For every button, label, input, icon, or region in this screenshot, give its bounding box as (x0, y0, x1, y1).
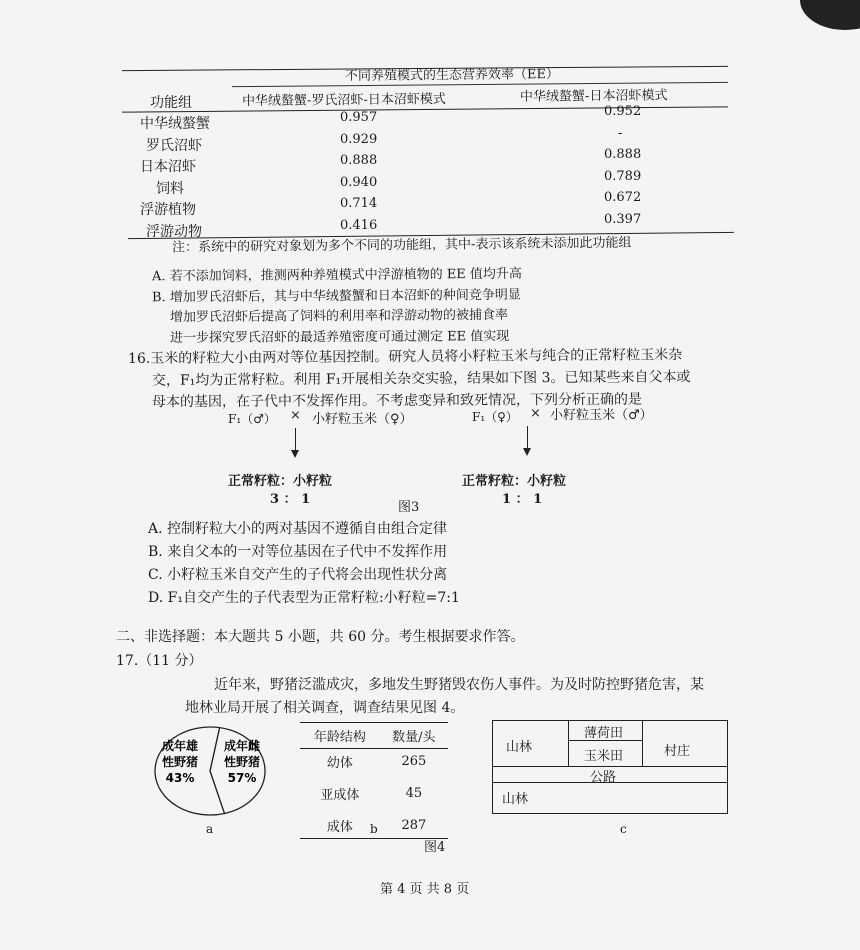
pie-label-female: 57% (227, 771, 257, 785)
ee-value: 0.940 (340, 174, 378, 190)
q16-stem-line2: 交，F₁均为正常籽粒。利用 F₁开展相关杂交实验，结果如下图 3。已知某些来自父本或 (151, 369, 691, 389)
q15-option-a: A. 若不添加饲料，推测两种养殖模式中浮游植物的 EE 值均升高 (151, 266, 522, 285)
ee-value: 0.929 (340, 131, 378, 147)
pie-label-male: 性野猪 (161, 755, 199, 769)
pie-label-male: 成年雄 (161, 739, 199, 753)
ee-table-title: 不同养殖模式的生态营养效率（EE） (344, 67, 560, 84)
map-divider-right (642, 720, 643, 766)
figure3-caption: 图3 (398, 500, 420, 515)
table-note: 注：系统中的研究对象划为多个不同的功能组，其中-表示该系统未添加此功能组 (171, 235, 632, 256)
age-cell: 亚成体 (320, 788, 360, 803)
q16-option-d: D. F₁自交产生的子代表型为正常籽粒:小籽粒=7:1 (148, 590, 460, 606)
result2-ratio: 1 ： 1 (502, 492, 543, 507)
pie-label-male: 43% (165, 771, 195, 785)
section2-heading: 二、非选择题：本大题共 5 小题，共 60 分。考生根据要求作答。 (116, 629, 525, 645)
count-cell: 45 (405, 786, 423, 801)
cross2-f1: F₁（♀） (472, 410, 518, 424)
ee-value: 0.789 (604, 168, 642, 184)
q17-text-line1: 近年来，野猪泛滥成灾，多地发生野猪毁农伤人事件。为及时防控野猪危害，某 (214, 677, 704, 693)
page-footer: 第 4 页 共 8 页 (380, 882, 470, 897)
map-divider-left (568, 720, 569, 766)
pie-chart (150, 724, 280, 820)
ee-value: 0.714 (340, 196, 378, 211)
col-header-group: 功能组 (150, 95, 192, 111)
ee-value: 0.397 (604, 211, 642, 227)
ee-value: - (618, 125, 623, 141)
map-corn-field: 玉米田 (584, 749, 624, 764)
ee-value: 0.952 (604, 104, 642, 119)
cross2-small-corn: 小籽粒玉米（♂） (550, 408, 653, 423)
q16-option-c: C. 小籽粒玉米自交产生的子代将会出现性状分离 (148, 567, 448, 583)
header-age: 年龄结构 (300, 723, 380, 749)
cross2-arrow-head (523, 448, 531, 456)
cross1-small-corn: 小籽粒玉米（♀） (312, 412, 413, 427)
q17-number: 17.（11 分） (116, 653, 203, 669)
group-cell: 浮游植物 (140, 202, 196, 218)
pie-label-female: 性野猪 (223, 755, 261, 769)
table-row (300, 774, 448, 806)
result2-label: 正常籽粒：小籽粒 (462, 474, 567, 489)
q16-stem-line3: 母本的基因，在子代中不发挥作用。不考虑变异和致死情况，下列分析正确的是 (151, 391, 643, 411)
ee-value: 0.888 (604, 147, 642, 162)
scan-corner-shadow (800, 0, 860, 30)
col-header-mode2: 中华绒螯蟹-日本沼虾模式 (519, 88, 668, 105)
cross1-f1: F₁（♂） (228, 412, 276, 426)
q16-stem-line1: 16.玉米的籽粒大小由两对等位基因控制。研究人员将小籽粒玉米与纯合的正常籽粒玉米杂 (127, 347, 683, 367)
q15-option-b: B. 增加罗氏沼虾后，其与中华绒螯蟹和日本沼虾的种间竞争明显 (151, 287, 521, 306)
fig4c-caption: c (620, 822, 627, 836)
cross2-times: × (530, 406, 541, 421)
map-shanlin-top: 山林 (506, 740, 533, 755)
cross1-times: × (290, 408, 301, 423)
map-shanlin-bottom: 山林 (502, 792, 529, 807)
table-header-row (300, 723, 448, 749)
table-row (300, 749, 448, 775)
group-cell: 饲料 (156, 180, 184, 197)
pie-label-female: 成年雌 (223, 739, 261, 753)
group-cell: 中华绒螯蟹 (140, 116, 210, 132)
figure4-caption: 图4 (424, 840, 446, 855)
map-road: 公路 (590, 770, 617, 785)
ee-value: 0.416 (340, 217, 378, 233)
q16-option-a: A. 控制籽粒大小的两对基因不遵循自由组合定律 (148, 521, 448, 537)
ee-value: 0.672 (604, 190, 642, 205)
mode2-column (604, 104, 641, 233)
age-cell: 幼体 (326, 756, 353, 771)
group-cell: 罗氏沼虾 (146, 137, 202, 154)
age-cell: 成体 (326, 820, 353, 835)
mode1-column (340, 110, 377, 239)
header-count: 数量/头 (380, 723, 448, 749)
fig4b-caption: b (370, 822, 378, 836)
count-cell: 287 (401, 818, 427, 833)
map-village: 村庄 (664, 744, 691, 759)
q15-option-c: 增加罗氏沼虾后提高了饲料的利用率和浮游动物的被捕食率 (169, 307, 509, 326)
result1-ratio: 3 ： 1 (270, 492, 311, 507)
group-cell: 浮游动物 (146, 223, 202, 240)
group-column (140, 113, 210, 242)
fig4a-caption: a (206, 822, 214, 836)
cross1-arrow-head (291, 450, 299, 458)
count-cell: 265 (401, 754, 427, 769)
q15-option-d: 进一步探究罗氏沼虾的最适养殖密度可通过测定 EE 值实现 (169, 329, 510, 346)
col-header-mode1: 中华绒螯蟹-罗氏沼虾-日本沼虾模式 (241, 91, 446, 110)
ee-value: 0.888 (340, 153, 378, 168)
map-mint-field: 薄荷田 (584, 726, 624, 741)
q17-text-line2: 地林业局开展了相关调查，调查结果见图 4。 (185, 700, 465, 716)
group-cell: 日本沼虾 (140, 159, 196, 175)
ee-value: 0.957 (340, 110, 378, 125)
q16-option-b: B. 来自父本的一对等位基因在子代中不发挥作用 (148, 544, 448, 560)
result1-label: 正常籽粒：小籽粒 (228, 474, 333, 489)
